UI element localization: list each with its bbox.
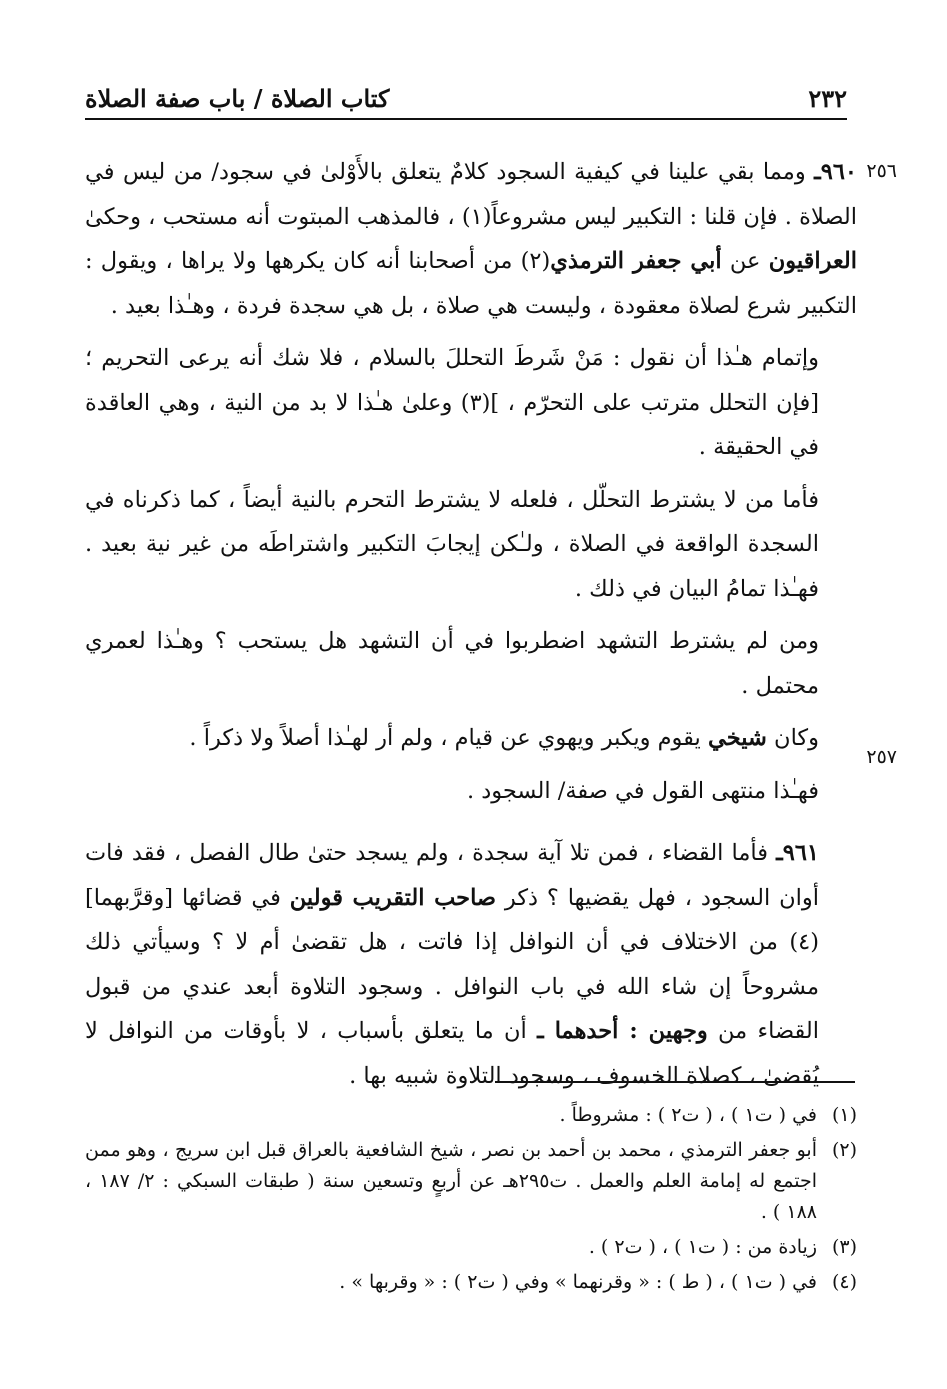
main-text (85, 150, 857, 1106)
paragraph: ٩٦٠ـ ومما بقي علينا في كيفية السجود كلامٌ يتعلق بالأَوْلىٰ في سجود/ من ليس في الصلاة . فإن قلنا : التكبير ليس مشروعاً(١) ، فالمذهب المبتوت أنه مستحب ، وحكىٰ العراقيون عن أبي جعفر الترمذي(٢) من أصحابنا أنه كان يكرهها ولا يراها ، ويقول : التكبير شرع لصلاة معقودة ، وليست هي صلاة ، بل هي سجدة فردة ، وهـٰذا بعيد . (85, 159, 858, 319)
section-number: ٩٦١ـ (776, 840, 819, 866)
margin-note: ٢٥٧ (866, 746, 897, 768)
footnote: (٤) في ( ت١ ) ، ( ط ) : « وقرنهما » وفي ( ت٢ ) : « وقربها » . (339, 1271, 857, 1293)
paragraph: ٩٦١ـ فأما القضاء ، فمن تلا آية سجدة ، ولم يسجد حتىٰ طال الفصل ، فقد فات أوان السجود ، فهل يقضيها ؟ ذكر صاحب التقريب قولين في قضائها [وقرَّبهما](٤) من الاختلاف في أن النوافل إذا فاتت ، هل تقضىٰ أم لا ؟ وسيأتي ذلك مشروحاً إن شاء الله في باب النوافل . وسجود التلاوة أبعد عندي من قبول القضاء من وجهين : أحدهما ـ أن ما يتعلق بأسباب ، لا بأوقات من النوافل لا يُقضىٰ ، كصلاة الخسوف ، وسجود التلاوة شبيه بها . (85, 840, 819, 1089)
footnote-separator (495, 1081, 855, 1083)
footnote: (٣) زيادة من : ( ت١ ) ، ( ت٢ ) . (588, 1236, 857, 1258)
page-number: ٢٣٢ (808, 84, 847, 113)
section-number: ٩٦٠ـ (814, 159, 857, 185)
page-header (85, 78, 847, 120)
margin-note: ٢٥٦ (866, 160, 897, 182)
footnotes (85, 1100, 857, 1302)
footnote: (٢) أبو جعفر الترمذي ، محمد بن أحمد بن نصر ، شيخ الشافعية بالعراق قبل ابن سريج ، وهو ممن اجتمع له إمامة العلم والعمل . ت٢٩٥هـ عن أربعٍ وتسعين سنة ( طبقات السبكي : ٢/ ١٨٧ ، ١٨٨ ) . (85, 1139, 857, 1223)
running-title: كتاب الصلاة / باب صفة الصلاة (85, 84, 390, 113)
paragraph: فأما من لا يشترط التحلّل ، فلعله لا يشترط التحرم بالنية أيضاً ، كما ذكرناه في السجدة الواقعة في الصلاة ، ولـٰكن إيجابَ التكبير واشتراطَه من غير نية بعيد . فهـٰذا تمامُ البيان في ذلك . (85, 486, 819, 602)
paragraph: فهـٰذا منتهى القول في صفة/ السجود . (466, 777, 819, 804)
paragraph: وإتمام هـٰذا أن نقول : مَنْ شَرطَ التحللَ بالسلام ، فلا شك أنه يرعى التحريم ؛ [فإن التحلل مترتب على التحرّم ، ](٣) وعلىٰ هـٰذا لا بد من النية ، وهي العاقدة في الحقيقة . (85, 345, 819, 460)
paragraph: ومن لم يشترط التشهد اضطربوا في أن التشهد هل يستحب ؟ وهـٰذا لعمري محتمل . (85, 628, 819, 699)
paragraph: وكان شيخي يقوم ويكبر ويهوي عن قيام ، ولم أر لهـٰذا أصلاً ولا ذكراً . (189, 725, 819, 751)
footnote: (١) في ( ت١ ) ، ( ت٢ ) : مشروطاً . (559, 1104, 857, 1126)
